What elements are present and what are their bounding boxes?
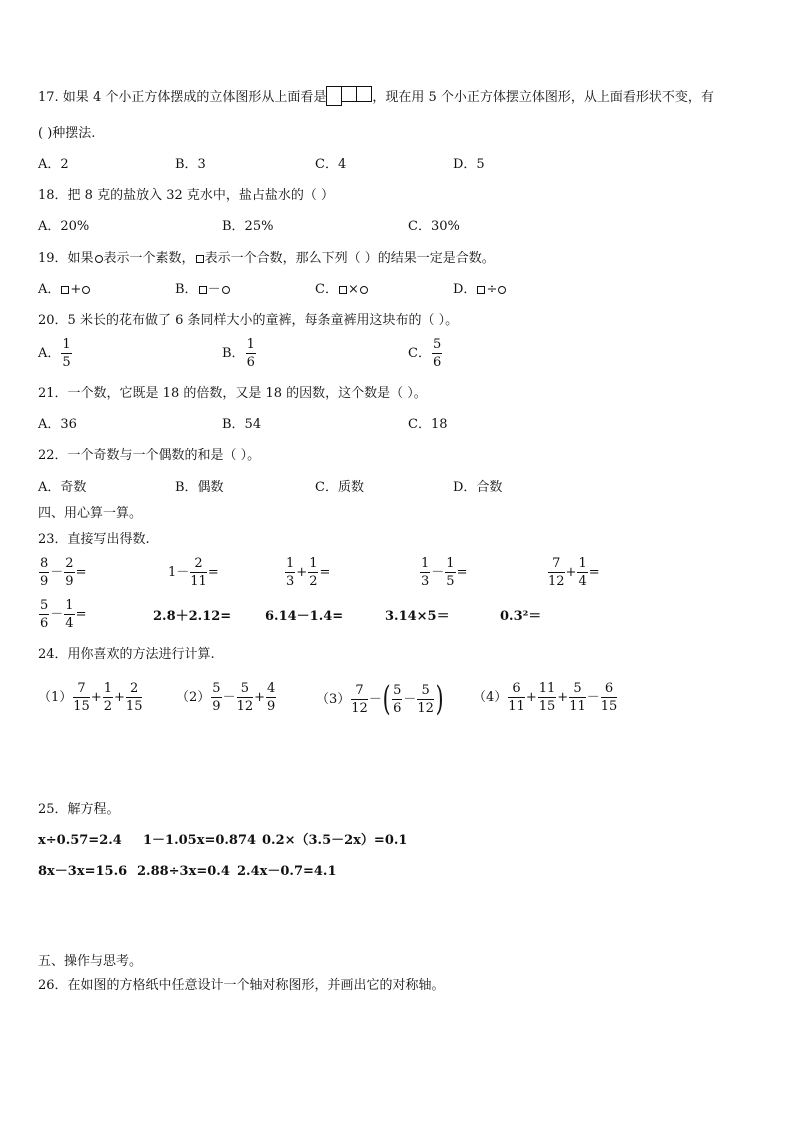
- item-label: （3）: [316, 691, 351, 707]
- fraction: [538, 682, 557, 713]
- fraction: [392, 684, 402, 715]
- q24-item-1: [38, 682, 143, 713]
- operator: －: [368, 691, 382, 707]
- q18-text: 18．把 8 克的盐放入 32 克水中，盐占盐水的（ ）: [38, 188, 335, 203]
- section4-title: 四、用心算一算。: [38, 506, 143, 521]
- operator: +: [114, 690, 125, 705]
- denominator: 5: [62, 355, 71, 370]
- option-label: A．: [38, 282, 61, 297]
- q23-item-8: 6.14－1.4=: [265, 609, 344, 624]
- q24-text: 24．用你喜欢的方法进行计算.: [38, 647, 215, 662]
- denominator: 11: [508, 699, 525, 714]
- fraction: [73, 682, 90, 713]
- q21-text: 21．一个数，它既是 18 的倍数，又是 18 的因数，这个数是（ ）。: [38, 386, 427, 401]
- leading-term: 1－: [168, 565, 190, 580]
- q18-option-b: B．25%: [222, 219, 274, 234]
- numerator: 1: [62, 337, 71, 352]
- q19-option-d: [453, 283, 507, 296]
- q23-item-2: [168, 557, 219, 588]
- fraction: [351, 684, 368, 715]
- numerator: 1: [421, 556, 430, 571]
- q19-text-c: 表示一个合数，那么下列（ ）的结果一定是合数。: [204, 251, 495, 266]
- q25-text: 25．解方程。: [38, 802, 120, 817]
- fraction: [64, 599, 74, 630]
- denominator: 3: [421, 574, 430, 589]
- option-label: B．: [175, 282, 198, 297]
- q20-option-a: [38, 338, 73, 369]
- circle-symbol-icon: [95, 255, 103, 263]
- equals-sign: =: [75, 565, 87, 580]
- q23-item-4: [419, 557, 467, 588]
- denominator: 12: [417, 700, 434, 716]
- fraction: [577, 557, 587, 588]
- q21-option-c: C．18: [408, 417, 448, 432]
- fraction: [211, 682, 221, 713]
- operator: －: [50, 565, 64, 580]
- operator: +: [565, 565, 577, 580]
- q23-item-5: [547, 557, 600, 588]
- option-label: B．: [222, 346, 245, 361]
- fraction: [417, 684, 434, 715]
- q24-item-2: [176, 682, 277, 713]
- denominator: 12: [351, 700, 368, 716]
- q22-text: 22．一个奇数与一个偶数的和是（ ）。: [38, 448, 261, 463]
- option-label: D．: [453, 282, 477, 297]
- operator: +: [525, 690, 537, 705]
- square-symbol-icon: [199, 286, 207, 294]
- denominator: 15: [600, 699, 618, 714]
- numerator: 1: [246, 337, 255, 352]
- denominator: 5: [446, 574, 455, 589]
- denominator: 15: [538, 699, 556, 714]
- denominator: 9: [65, 574, 74, 589]
- numerator: 2: [126, 682, 143, 698]
- fraction: [190, 557, 207, 588]
- q19-option-a: [38, 283, 91, 296]
- q23-item-7: 2.8＋2.12=: [153, 609, 232, 624]
- q20-option-c: [408, 338, 443, 369]
- q17-text-after: ，现在用 5 个小正方体摆立体图形，从上面看形状不变，有: [372, 90, 714, 105]
- denominator: 6: [393, 700, 402, 716]
- q23-item-3: [284, 557, 330, 588]
- denominator: 9: [40, 574, 49, 589]
- operator: －: [431, 565, 445, 580]
- numerator: 5: [417, 684, 434, 700]
- denominator: 6: [246, 355, 255, 370]
- numerator: 6: [508, 682, 525, 698]
- q22-option-d: D．合数: [453, 480, 503, 495]
- numerator: 7: [548, 557, 565, 573]
- q23-item-6: [38, 599, 86, 630]
- numerator: 7: [73, 682, 90, 698]
- fraction: [61, 338, 71, 369]
- q18-option-c: C．30%: [408, 219, 460, 234]
- denominator: 4: [578, 574, 587, 589]
- operator: +: [90, 690, 102, 705]
- option-label: C．: [315, 282, 338, 297]
- fraction: [420, 557, 430, 588]
- denominator: 9: [212, 699, 221, 714]
- numerator: 5: [432, 337, 442, 352]
- denominator: 2: [309, 574, 318, 589]
- item-label: （2）: [176, 690, 211, 705]
- q19-option-c: [315, 283, 369, 296]
- numerator: 1: [103, 681, 113, 696]
- q25-equation-6: 2.4x－0.7=4.1: [237, 864, 337, 879]
- q22-option-c: C．质数: [315, 480, 364, 495]
- denominator: 11: [569, 699, 586, 714]
- q20-text: 20．5 米长的花布做了 6 条同样大小的童裤，每条童裤用这块布的（ ）。: [38, 313, 459, 328]
- numerator: 1: [446, 556, 455, 571]
- option-label: A．: [38, 346, 61, 361]
- denominator: 3: [286, 574, 295, 589]
- numerator: 1: [65, 598, 74, 613]
- numerator: 4: [267, 681, 276, 696]
- operator: －: [586, 690, 600, 705]
- section5-title: 五、操作与思考。: [38, 954, 143, 969]
- numerator: 2: [65, 556, 74, 571]
- denominator: 15: [73, 699, 90, 714]
- fraction: [246, 338, 256, 369]
- operator: ÷: [486, 282, 498, 297]
- q17-option-d: D．5: [453, 157, 485, 172]
- denominator: 11: [190, 574, 207, 589]
- operator: ×: [347, 282, 359, 297]
- q21-option-a: A．36: [38, 417, 77, 432]
- operator: －: [222, 690, 236, 705]
- q25-equation-5: 2.88÷3x=0.4: [137, 864, 230, 879]
- operator: +: [254, 690, 266, 705]
- q19-option-b: [175, 283, 231, 296]
- square-symbol-icon: [196, 255, 204, 263]
- q17-option-c: C．4: [315, 157, 347, 172]
- q23-item-1: [38, 557, 86, 588]
- fraction: [445, 557, 455, 588]
- operator: －: [207, 282, 221, 297]
- q25-equation-1: x÷0.57=2.4: [38, 833, 122, 848]
- q19-text-a: 19．如果: [38, 251, 94, 266]
- operator: +: [70, 282, 82, 297]
- q17-line2: ( )种摆法.: [38, 126, 96, 141]
- fraction: [432, 338, 442, 369]
- q20-option-b: [222, 338, 257, 369]
- equals-sign: =: [207, 565, 219, 580]
- fraction: [266, 682, 276, 713]
- numerator: 1: [286, 556, 295, 571]
- operator: －: [403, 691, 417, 707]
- q19-text-b: 表示一个素数，: [103, 251, 195, 266]
- numerator: 5: [237, 682, 254, 698]
- circle-symbol-icon: [360, 286, 368, 294]
- square-symbol-icon: [61, 286, 69, 294]
- numerator: 6: [601, 682, 618, 698]
- fraction: [126, 682, 143, 713]
- fraction: [308, 557, 318, 588]
- q17-option-a: A．2: [38, 157, 69, 172]
- circle-symbol-icon: [498, 286, 506, 294]
- numerator: 2: [190, 557, 207, 573]
- numerator: 7: [351, 684, 368, 700]
- q24-item-4: [473, 682, 618, 713]
- q24-item-3: [316, 679, 444, 719]
- numerator: 5: [569, 682, 586, 698]
- fraction: [39, 557, 49, 588]
- fraction: [601, 682, 618, 713]
- denominator: 12: [548, 574, 565, 589]
- fraction: [237, 682, 254, 713]
- q21-option-b: B．54: [222, 417, 262, 432]
- left-parenthesis: (: [382, 679, 391, 719]
- three-square-grid-figure: [326, 86, 372, 109]
- denominator: 12: [236, 699, 254, 714]
- q17-text-before: 17. 如果 4 个小正方体摆成的立体图形从上面看是: [38, 90, 327, 105]
- q23-item-10: 0.3²＝: [500, 609, 542, 624]
- item-label: （4）: [473, 690, 508, 705]
- fraction: [285, 557, 295, 588]
- q25-equation-3: 0.2×（3.5－2x）=0.1: [262, 833, 408, 848]
- fraction: [103, 682, 113, 713]
- equals-sign: =: [75, 607, 87, 622]
- option-label: C．: [408, 346, 431, 361]
- operator: +: [557, 690, 569, 705]
- q17-option-b: B．3: [175, 157, 206, 172]
- numerator: 1: [578, 556, 587, 571]
- q18-option-a: A．20%: [38, 219, 90, 234]
- denominator: 9: [267, 699, 276, 714]
- numerator: 5: [393, 682, 402, 698]
- numerator: 8: [40, 556, 49, 571]
- numerator: 11: [538, 681, 556, 696]
- denominator: 6: [40, 616, 49, 631]
- q26-text: 26．在如图的方格纸中任意设计一个轴对称图形，并画出它的对称轴。: [38, 978, 445, 993]
- q25-equation-4: 8x－3x=15.6: [38, 864, 128, 879]
- fraction: [64, 557, 74, 588]
- numerator: 5: [40, 598, 49, 613]
- equals-sign: =: [319, 565, 331, 580]
- circle-symbol-icon: [82, 286, 90, 294]
- operator: －: [50, 607, 64, 622]
- fraction: [569, 682, 586, 713]
- q22-option-b: B．偶数: [175, 480, 224, 495]
- circle-symbol-icon: [222, 286, 230, 294]
- equals-sign: =: [456, 565, 468, 580]
- square-symbol-icon: [477, 286, 485, 294]
- item-label: （1）: [38, 690, 73, 705]
- numerator: 5: [212, 681, 221, 696]
- fraction: [508, 682, 525, 713]
- numerator: 1: [309, 556, 318, 571]
- q22-option-a: A．奇数: [38, 480, 87, 495]
- denominator: 15: [125, 699, 143, 714]
- q17-line1: [38, 86, 714, 109]
- denominator: 2: [103, 699, 113, 714]
- right-parenthesis: ): [435, 679, 444, 719]
- fraction: [548, 557, 565, 588]
- q23-item-9: 3.14×5＝: [385, 609, 450, 624]
- q23-text: 23．直接写出得数.: [38, 532, 150, 547]
- square-symbol-icon: [339, 286, 347, 294]
- fraction: [39, 599, 49, 630]
- q25-equation-2: 1－1.05x=0.874: [143, 833, 257, 848]
- q19-text: [38, 252, 495, 265]
- operator: +: [296, 565, 308, 580]
- equals-sign: =: [588, 565, 600, 580]
- denominator: 4: [65, 616, 74, 631]
- denominator: 6: [432, 355, 442, 370]
